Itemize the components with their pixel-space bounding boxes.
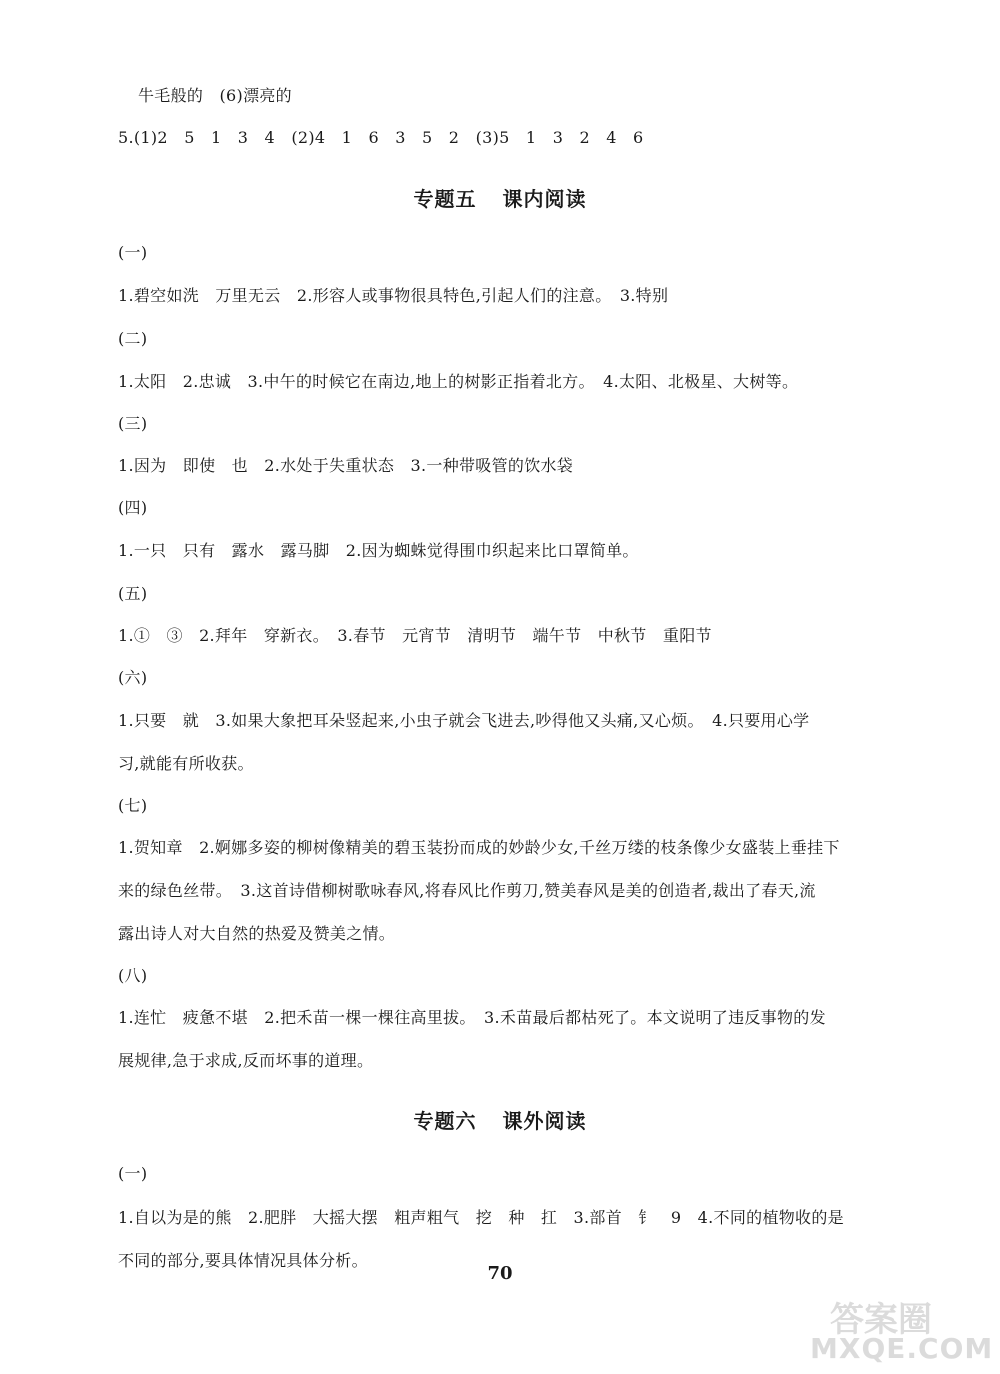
part-label: (二) [118,329,148,348]
watermark-mark: 答案圈 [830,1300,932,1340]
answer-line: 1.因为 即使 也 2.水处于失重状态 3.一种带吸管的饮水袋 [118,456,574,475]
section-title: 课内阅读 [502,187,587,211]
watermark-site: MXQE.COM [810,1332,994,1365]
answer-line: 露出诗人对大自然的热爱及赞美之情。 [118,924,396,943]
answer-line: 5.(1)2 5 1 3 4 (2)4 1 6 3 5 2 (3)5 1 3 2 4 6 [118,128,644,147]
answer-line: 来的绿色丝带。 3.这首诗借柳树歌咏春风,将春风比作剪刀,赞美春风是美的创造者,裁出了春天,流 [118,881,816,900]
section-heading [0,1105,1000,1134]
answer-line: 习,就能有所收获。 [118,754,254,773]
part-label: (七) [118,796,148,815]
section-number: 专题五 [413,187,477,211]
part-label: (四) [118,498,148,517]
answer-line: 1.贺知章 2.婀娜多姿的柳树像精美的碧玉装扮而成的妙龄少女,千丝万缕的枝条像少女盛装上垂挂下 [118,838,840,857]
part-label: (五) [118,584,148,603]
answer-line: 1.一只 只有 露水 露马脚 2.因为蜘蛛觉得围巾织起来比口罩简单。 [118,541,639,560]
answer-line: 不同的部分,要具体情况具体分析。 [118,1251,368,1270]
answer-line: 1.太阳 2.忠诚 3.中午的时候它在南边,地上的树影正指着北方。 4.太阳、北极星、大树等。 [118,372,799,391]
answer-line: 1.① ③ 2.拜年 穿新衣。 3.春节 元宵节 清明节 端午节 中秋节 重阳节 [118,626,712,645]
answer-line: 展规律,急于求成,反而坏事的道理。 [118,1051,374,1070]
part-label: (六) [118,668,148,687]
answer-line: 牛毛般的 (6)漂亮的 [138,86,292,105]
section-number: 专题六 [413,1109,477,1133]
part-label: (八) [118,966,148,985]
section-heading [0,183,1000,212]
answer-line: 1.连忙 疲惫不堪 2.把禾苗一棵一棵往高里拔。 3.禾苗最后都枯死了。本文说明了违反事物的发 [118,1008,826,1027]
part-label: (一) [118,1164,148,1183]
part-label: (三) [118,414,148,433]
answer-line: 1.碧空如洗 万里无云 2.形容人或事物很具特色,引起人们的注意。 3.特别 [118,286,669,305]
answer-line: 1.自以为是的熊 2.肥胖 大摇大摆 粗声粗气 挖 种 扛 3.部首 钅 9 4.不同的植物收的是 [118,1208,844,1227]
part-label: (一) [118,243,148,262]
watermark-logo [810,1292,994,1372]
section-title: 课外阅读 [502,1109,587,1133]
answer-line: 1.只要 就 3.如果大象把耳朵竖起来,小虫子就会飞进去,吵得他又头痛,又心烦。 4.只要用心学 [118,711,810,730]
page-number: 70 [487,1263,513,1284]
